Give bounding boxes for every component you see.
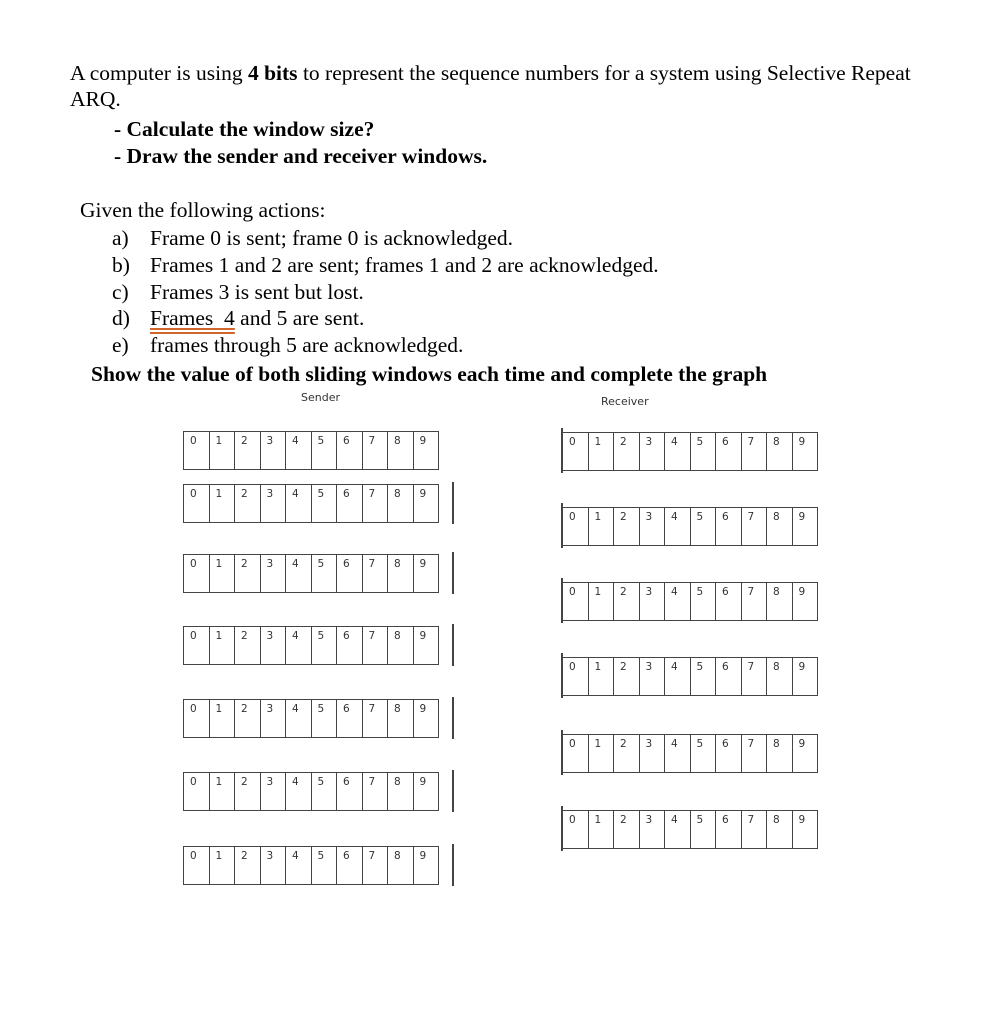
- sequence-cell[interactable]: 1: [210, 627, 236, 664]
- sequence-cell[interactable]: 0: [184, 555, 210, 592]
- sequence-cell[interactable]: 1: [589, 735, 615, 772]
- sequence-cell[interactable]: 7: [742, 433, 768, 470]
- sequence-cell[interactable]: 6: [337, 627, 363, 664]
- action-item: e) frames through 5 are acknowledged.: [112, 333, 464, 358]
- sequence-cell[interactable]: 0: [563, 583, 589, 620]
- sequence-cell[interactable]: 6: [337, 432, 363, 469]
- sequence-cell[interactable]: 1: [210, 700, 236, 737]
- sequence-cell[interactable]: 0: [184, 847, 210, 884]
- sequence-cell[interactable]: 3: [261, 555, 287, 592]
- sequence-cell[interactable]: 7: [742, 583, 768, 620]
- receiver-window-row: [562, 432, 818, 471]
- sequence-cell[interactable]: 8: [388, 432, 414, 469]
- sequence-cell[interactable]: 4: [286, 485, 312, 522]
- sequence-cell[interactable]: 2: [614, 658, 640, 695]
- receiver-window-row: [562, 734, 818, 773]
- sequence-cell[interactable]: 4: [665, 658, 691, 695]
- sequence-cell[interactable]: 4: [286, 847, 312, 884]
- sequence-cell[interactable]: 3: [261, 432, 287, 469]
- window-boundary-mark: [452, 552, 454, 594]
- sequence-cell[interactable]: 7: [363, 485, 389, 522]
- subquestion-1: - Calculate the window size?: [114, 117, 375, 141]
- sequence-cell[interactable]: 1: [210, 432, 236, 469]
- sequence-cell[interactable]: 9: [793, 583, 819, 620]
- sequence-cell[interactable]: 7: [363, 700, 389, 737]
- sequence-cell[interactable]: 0: [563, 508, 589, 545]
- sequence-cell[interactable]: 6: [337, 700, 363, 737]
- sequence-cell[interactable]: 1: [589, 433, 615, 470]
- window-boundary-mark: [561, 806, 563, 851]
- sequence-cell[interactable]: 8: [767, 583, 793, 620]
- sequence-cell[interactable]: 1: [210, 773, 236, 810]
- sequence-cell[interactable]: 6: [716, 735, 742, 772]
- sender-window-row: [183, 431, 439, 470]
- sequence-cell[interactable]: 6: [337, 847, 363, 884]
- sequence-cell[interactable]: 6: [716, 811, 742, 848]
- sequence-cell[interactable]: 2: [614, 433, 640, 470]
- sequence-cell[interactable]: 1: [210, 555, 236, 592]
- action-item: c) Frames 3 is sent but lost.: [112, 279, 364, 304]
- window-boundary-mark: [561, 503, 563, 548]
- sequence-cell[interactable]: 8: [388, 485, 414, 522]
- sequence-cell[interactable]: 1: [589, 658, 615, 695]
- subquestion-2: - Draw the sender and receiver windows.: [114, 144, 488, 168]
- sequence-cell[interactable]: 8: [388, 847, 414, 884]
- sequence-cell[interactable]: 3: [261, 773, 287, 810]
- sequence-cell[interactable]: 7: [363, 773, 389, 810]
- sequence-cell[interactable]: 2: [614, 508, 640, 545]
- sequence-cell[interactable]: 7: [742, 658, 768, 695]
- sequence-cell[interactable]: 9: [414, 627, 440, 664]
- sequence-cell[interactable]: 3: [640, 658, 666, 695]
- sequence-cell[interactable]: 0: [184, 485, 210, 522]
- sequence-cell[interactable]: 6: [716, 583, 742, 620]
- sequence-cell[interactable]: 1: [589, 811, 615, 848]
- sequence-cell[interactable]: 2: [614, 811, 640, 848]
- sequence-cell[interactable]: 3: [640, 735, 666, 772]
- sequence-cell[interactable]: 0: [184, 773, 210, 810]
- sequence-cell[interactable]: 0: [184, 700, 210, 737]
- sequence-cell[interactable]: 3: [261, 847, 287, 884]
- sequence-cell[interactable]: 4: [286, 432, 312, 469]
- sequence-cell[interactable]: 8: [388, 555, 414, 592]
- intro-text-rest: to represent the sequence numbers for a system using Selective Repeat ARQ.: [70, 61, 911, 111]
- sequence-cell[interactable]: 9: [793, 433, 819, 470]
- window-boundary-mark: [452, 624, 454, 666]
- sequence-cell[interactable]: 2: [235, 432, 261, 469]
- sequence-cell[interactable]: 2: [235, 627, 261, 664]
- sequence-cell[interactable]: 7: [363, 555, 389, 592]
- sequence-cell[interactable]: 1: [589, 508, 615, 545]
- sequence-cell[interactable]: 3: [261, 627, 287, 664]
- sequence-cell[interactable]: 2: [235, 485, 261, 522]
- sequence-cell[interactable]: 0: [563, 433, 589, 470]
- sequence-cell[interactable]: 3: [640, 433, 666, 470]
- sequence-cell[interactable]: 4: [286, 773, 312, 810]
- sequence-cell[interactable]: 7: [742, 508, 768, 545]
- sequence-cell[interactable]: 5: [691, 658, 717, 695]
- sequence-cell[interactable]: 6: [716, 433, 742, 470]
- window-boundary-mark: [561, 653, 563, 698]
- receiver-label: Receiver: [601, 395, 649, 408]
- sequence-cell[interactable]: 9: [793, 658, 819, 695]
- sequence-cell[interactable]: 6: [337, 773, 363, 810]
- sequence-cell[interactable]: 8: [767, 658, 793, 695]
- sequence-cell[interactable]: 5: [312, 773, 338, 810]
- sequence-cell[interactable]: 8: [388, 700, 414, 737]
- intro-text: A computer is using: [70, 61, 248, 85]
- window-boundary-mark: [452, 697, 454, 739]
- sequence-cell[interactable]: 3: [640, 508, 666, 545]
- sequence-cell[interactable]: 3: [261, 485, 287, 522]
- sequence-cell[interactable]: 0: [563, 811, 589, 848]
- sequence-cell[interactable]: 8: [767, 433, 793, 470]
- sequence-cell[interactable]: 2: [235, 555, 261, 592]
- sender-window-row: [183, 626, 439, 665]
- sequence-cell[interactable]: 9: [793, 735, 819, 772]
- sequence-cell[interactable]: 0: [563, 658, 589, 695]
- sender-window-row: [183, 484, 439, 523]
- sequence-cell[interactable]: 7: [363, 847, 389, 884]
- sequence-cell[interactable]: 5: [691, 508, 717, 545]
- sequence-cell[interactable]: 5: [312, 700, 338, 737]
- sequence-cell[interactable]: 7: [742, 811, 768, 848]
- sequence-cell[interactable]: 7: [363, 627, 389, 664]
- sequence-cell[interactable]: 8: [767, 735, 793, 772]
- sequence-cell[interactable]: 5: [691, 433, 717, 470]
- receiver-window-row: [562, 582, 818, 621]
- sequence-cell[interactable]: 9: [793, 811, 819, 848]
- given-heading: Given the following actions:: [80, 198, 326, 222]
- intro-bold: 4 bits: [247, 61, 298, 85]
- sequence-cell[interactable]: 4: [665, 508, 691, 545]
- window-boundary-mark: [561, 730, 563, 775]
- sequence-cell[interactable]: 7: [742, 735, 768, 772]
- sequence-cell[interactable]: 5: [312, 555, 338, 592]
- sequence-cell[interactable]: 4: [665, 433, 691, 470]
- sequence-cell[interactable]: 4: [665, 583, 691, 620]
- sequence-cell[interactable]: 4: [665, 811, 691, 848]
- sequence-cell[interactable]: 2: [614, 735, 640, 772]
- sequence-cell[interactable]: 9: [414, 555, 440, 592]
- sequence-cell[interactable]: 8: [388, 773, 414, 810]
- sequence-cell[interactable]: 6: [337, 555, 363, 592]
- sequence-cell[interactable]: 6: [337, 485, 363, 522]
- sequence-cell[interactable]: 9: [793, 508, 819, 545]
- sequence-cell[interactable]: 5: [691, 583, 717, 620]
- sender-window-row: [183, 699, 439, 738]
- sequence-cell[interactable]: 0: [184, 627, 210, 664]
- action-item: a) Frame 0 is sent; frame 0 is acknowledged.: [112, 226, 514, 250]
- question-intro: [70, 60, 950, 112]
- sequence-cell[interactable]: 6: [716, 658, 742, 695]
- sequence-cell[interactable]: 8: [388, 627, 414, 664]
- sequence-cell[interactable]: 3: [640, 583, 666, 620]
- sequence-cell[interactable]: 1: [210, 485, 236, 522]
- sequence-cell[interactable]: 9: [414, 847, 440, 884]
- action-item: d) Frames 4 and 5 are sent.: [112, 306, 365, 331]
- sequence-cell[interactable]: 3: [261, 700, 287, 737]
- sequence-cell[interactable]: 2: [614, 583, 640, 620]
- sender-window-row: [183, 554, 439, 593]
- sender-window-row: [183, 846, 439, 885]
- sequence-cell[interactable]: 8: [767, 508, 793, 545]
- sequence-cell[interactable]: 9: [414, 485, 440, 522]
- sequence-cell[interactable]: 1: [589, 583, 615, 620]
- receiver-window-row: [562, 657, 818, 696]
- window-boundary-mark: [561, 578, 563, 623]
- receiver-window-row: [562, 810, 818, 849]
- sequence-cell[interactable]: 4: [286, 555, 312, 592]
- sequence-cell[interactable]: 4: [286, 700, 312, 737]
- instruction: Show the value of both sliding windows each time and complete the graph: [91, 362, 768, 386]
- sequence-cell[interactable]: 2: [235, 700, 261, 737]
- sequence-cell[interactable]: 5: [691, 735, 717, 772]
- receiver-window-row: [562, 507, 818, 546]
- sequence-cell[interactable]: 3: [640, 811, 666, 848]
- sequence-cell[interactable]: 7: [363, 432, 389, 469]
- sequence-cell[interactable]: 4: [665, 735, 691, 772]
- window-boundary-mark: [452, 482, 454, 524]
- actions-list: [112, 225, 659, 359]
- spellcheck-underline: Frames 4: [150, 306, 235, 331]
- sequence-cell[interactable]: 8: [767, 811, 793, 848]
- window-boundary-mark: [452, 770, 454, 812]
- sequence-cell[interactable]: 4: [286, 627, 312, 664]
- window-boundary-mark: [561, 428, 563, 473]
- action-item: b) Frames 1 and 2 are sent; frames 1 and 2 are acknowledged.: [112, 252, 659, 277]
- sequence-cell[interactable]: 2: [235, 847, 261, 884]
- sequence-cell[interactable]: 5: [691, 811, 717, 848]
- sequence-cell[interactable]: 5: [312, 847, 338, 884]
- sender-label: Sender: [301, 391, 340, 404]
- sequence-cell[interactable]: 2: [235, 773, 261, 810]
- sequence-cell[interactable]: 1: [210, 847, 236, 884]
- sequence-cell[interactable]: 9: [414, 700, 440, 737]
- sequence-cell[interactable]: 9: [414, 432, 440, 469]
- sender-window-row: [183, 772, 439, 811]
- sequence-cell[interactable]: 6: [716, 508, 742, 545]
- sequence-cell[interactable]: 5: [312, 485, 338, 522]
- sequence-cell[interactable]: 5: [312, 432, 338, 469]
- sequence-cell[interactable]: 9: [414, 773, 440, 810]
- sequence-cell[interactable]: 5: [312, 627, 338, 664]
- window-boundary-mark: [452, 844, 454, 886]
- sequence-cell[interactable]: 0: [184, 432, 210, 469]
- sequence-cell[interactable]: 0: [563, 735, 589, 772]
